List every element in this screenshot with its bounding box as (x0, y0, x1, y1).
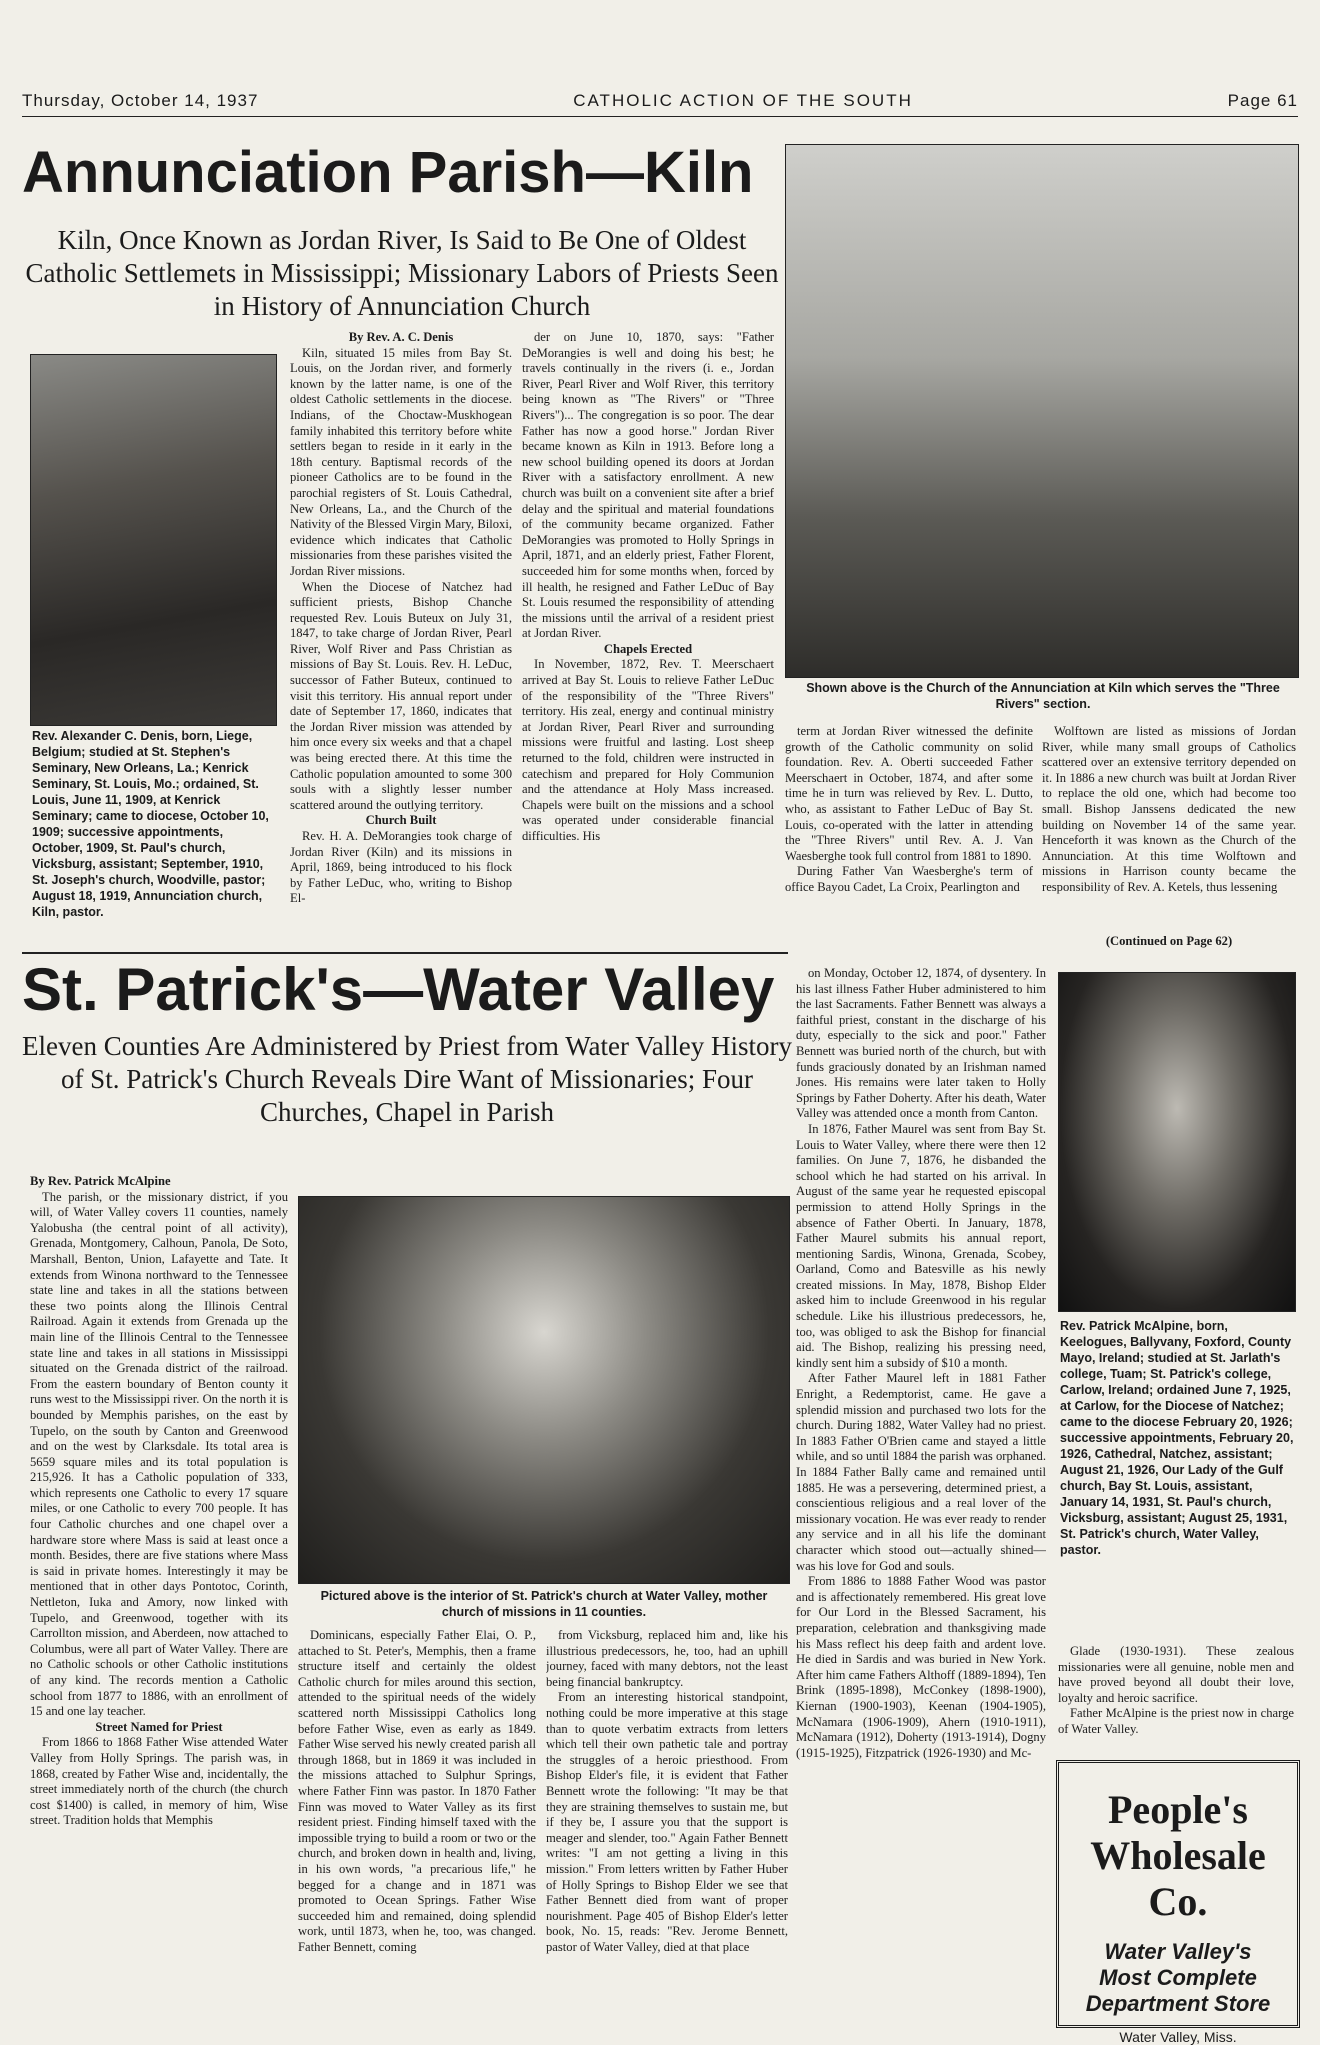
ad-tagline-2: Most Complete (1099, 1965, 1257, 1990)
page-number: Page 61 (1227, 91, 1298, 110)
article2-col1-para-2: From 1866 to 1868 Father Wise attended Water Valley from Holly Springs. The parish was, in 1868, created by Father Wise and, incidentally, the street immediately north of the church (the church cost $1400) is called, in memory of him, Wise street. Tradition holds that Memphis (30, 1735, 288, 1828)
ad-name-line-2: Wholesale Co. (1090, 1833, 1266, 1924)
article1-col2-para-2: In November, 1872, Rev. T. Meerschaert arrived at Bay St. Louis to relieve Father LeDuc of the responsibility of the "Three Rivers" territory. His zeal, energy and continual ministry at Jordan River, Pearl River and surrounding missions were fruitful and lasting. Lost sheep returned to the fold, children were instructed in catechism and prepared for Holy Communion and the attendance at Holy Mass increased. Chapels were built on the missions and a school was operated under considerable financial difficulties. His (522, 657, 774, 843)
interior-photo-caption: Pictured above is the interior of St. Patrick's church at Water Valley, mother church of missions in 11 counties. (320, 1589, 768, 1619)
article1-byline: By Rev. A. C. Denis (348, 330, 454, 344)
article1-col1-para-2: When the Diocese of Natchez had sufficient priests, Bishop Chanche requested Rev. Louis Buteux on July 31, 1847, to take charge of Jordan River, Pearl River, Wolf River and Pass Christian as missions of Bay St. Louis. Rev. H. LeDuc, successor of Father Buteux, continued to visit this territory. His annual report under date of September 17, 1860, indicates that the Jordan River mission was attended by him once every six weeks and that a chapel was being erected there. At this time the Catholic population amounted to some 300 souls with a slightly lesser number scattered around the outlying territory. (290, 579, 512, 812)
article2-col4-para-1: on Monday, October 12, 1874, of dysentery. In his last illness Father Huber administered to him the last Sacraments. Father Bennett was always a faithful priest, constant in the discharge of his duty, especially to the sick and poor." Father Bennett was buried north of the church, but with funds graciously donated by an Irishman named Jones. His remains were later taken to Holly Springs by Father Doherty. After his death, Water Valley was attended once a month from Canton. (796, 966, 1046, 1121)
article2-column-5 (1058, 1644, 1294, 1752)
article2-col3-para-2: From an interesting historical standpoint, nothing could be more imperative at this stage than to quote verbatim extracts from letters which tell their own pathetic tale and portray the struggles of a heroic priesthood. From Bishop Elder's file, it is evident that Father Bennett wrote the following: "It may be that they are straining themselves to sustain me, but if they be, I assure you that the support is meager and slender, too." Again Father Bennett writes: "I am not getting a living in this mission." From letters written by Father Huber of Holly Springs to Bishop Elder we see that Father Bennett died from want of proper nourishment. Page 405 of Bishop Elder's letter book, No. 15, reads: "Rev. Jerome Bennett, pastor of Water Valley, died at that place (546, 1690, 788, 1954)
article2-col2-para-1: Dominicans, especially Father Elai, O. P., attached to St. Peter's, Memphis, then a frame structure itself and certainly the oldest Catholic church for miles around this section, attended to the spiritual needs of the widely scattered north Mississippi Catholics long before Father Wise, even as early as 1849. Father Wise served his newly created parish all through 1868, but in 1869 it was included in the missions attached to Sulphur Springs, where Father Finn was pastor. In 1870 Father Finn was moved to Water Valley as its first resident priest. Finding himself taxed with the impossible trying to build a room or two or the church, and broken down in health and, living, in his own words, "a precarious life," he begged for a change and in 1871 was promoted to Ocean Springs. Father Wise succeeded him and remained, doing splendid work, until 1873, when he, too, was changed. Father Bennett, coming (298, 1628, 536, 1954)
article2-column-3 (546, 1628, 788, 2024)
article1-subhead-church-built: Church Built (365, 813, 437, 828)
article1-col3-para-1: term at Jordan River witnessed the definite growth of the Catholic community on solid foundation. Rev. A. Oberti succeeded Father Meerschaert in October, 1874, and after some time he in turn was relieved by Rev. L. Dutto, who, as assistant to Father LeDuc of Bay St. Louis, co-operated with the latter in attending the "Three Rivers" until Rev. A. J. Van Waesberghe took full control from 1881 to 1890. (785, 724, 1033, 863)
article1-col4-para-1: Wolftown are listed as missions of Jordan River, while many small groups of Catholics scattered over an extensive territory depended on it. In 1886 a new church was built at Jordan River to replace the old one, which had become too small. Bishop Janssens dedicated the new building on November 14 of the same year. Henceforth it was known as the Church of the Annunciation. At this time Wolftown and missions in Harrison county became the responsibility of Rev. A. Ketels, thus lessening (1042, 724, 1296, 894)
article1-column-3 (785, 724, 1033, 950)
article2-col3-para-1: from Vicksburg, replaced him and, like his illustrious predecessors, he, too, had an uphill journey, faced with many debtors, not the least being financial bankruptcy. (546, 1628, 788, 1689)
denis-portrait-caption: Rev. Alexander C. Denis, born, Liege, Belgium; studied at St. Stephen's Seminary, New Orleans, La.; Kenrick Seminary, St. Louis, Mo.; ordained, St. Louis, June 11, 1909, at Kenrick Seminary; came to diocese, October 10, 1909; successive appointments, October, 1909, St. Paul's church, Vicksburg, assistant; September, 1910, St. Joseph's church, Woodville, pastor; August 18, 1919, Annunciation church, Kiln, pastor. (32, 729, 269, 919)
article1-headline: Annunciation Parish—Kiln (22, 140, 754, 205)
ad-tagline-1: Water Valley's (1104, 1939, 1252, 1964)
masthead (22, 88, 1298, 114)
masthead-rule (22, 116, 1298, 117)
article2-col1-para-1: The parish, or the missionary district, if you will, of Water Valley covers 11 counties, namely Yalobusha (the central point of all activity), Grenada, Montgomery, Calhoun, Panola, De Soto, Marshall, Benton, Union, Lafayette and Tate. It extends from Winona northward to the Tennessee state line and takes in all the stations between these two points along the Illinois Central Railroad. Again it extends from Grenada up the main line of the Illinois Central to the Tennessee state line and takes in all stations in Mississippi situated on the Grenada district of the railroad. From the eastern boundary of Benton county it runs west to the Mississippi river. On the north it is bounded by Memphis parishes, on the east by Tupelo, on the south by Canton and Greenwood and on the west by Clarksdale. Its total area is 5659 square miles and its total population is 215,926. It has a Catholic population of 333, which represents one Catholic to every 17 square miles, or one Catholic to every 700 people. It has four Catholic churches and one chapel over a hardware store where Mass is said at least once a month. Besides, there are five stations where Mass is said in private homes. Interestingly it may be mentioned that in other days Pontotoc, Corinth, Nettleton, Iuka and Amory, now linked with Tupelo, and Greenwood, together with its Carrollton mission, and Aberdeen, now attached to Columbus, were all part of Water Valley. There are no Catholic schools or other Catholic institutions of any kind. The records mention a Catholic school from 1877 to 1886, with an enrollment of 15 and one lay teacher. (30, 1189, 288, 1719)
article1-column-1 (290, 330, 512, 950)
ad-location: Water Valley, Miss. (1119, 2029, 1237, 2045)
church-photo-caption: Shown above is the Church of the Annunciation at Kiln which serves the "Three Rivers" section. (806, 681, 1280, 711)
article2-subhead-street-named: Street Named for Priest (95, 1719, 223, 1734)
article2-column-4 (796, 966, 1046, 2024)
section-divider (22, 952, 788, 954)
peoples-wholesale-advertisement (1056, 1760, 1300, 2045)
article1-col1-para-1: Kiln, situated 15 miles from Bay St. Louis, on the Jordan river, and formerly known by the latter name, is one of the oldest Catholic settlements in the diocese. Indians, of the Choctaw-Muskhogean family inhabited this territory before white settlers began to reside in it early in the 18th century. Baptismal records of the pioneer Catholics are to be found in the parochial registers of St. Louis Cathedral, New Orleans, La., and the Church of the Nativity of the Blessed Virgin Mary, Biloxi, evidence which indicates that Catholic missionaries from these parishes visited the Jordan River missions. (290, 345, 512, 578)
publication-title: CATHOLIC ACTION OF THE SOUTH (573, 91, 913, 110)
article2-byline: By Rev. Patrick McAlpine (30, 1174, 171, 1188)
article2-col4-para-3: After Father Maurel left in 1881 Father Enright, a Redemptorist, came. He gave a splendid mission and purchased two lots for the church. During 1882, Water Valley had no priest. In 1883 Father O'Brien came and stayed a little while, and so until 1884 the parish was orphaned. In 1884 Father Bally came and remained until 1885. He was a persevering, determined priest, a conscientious religious and a real lover of the missionary vocation. He was ever ready to render any service and in all his life the dominant character which stood out—actually shined—was his love for God and souls. (796, 1371, 1046, 1573)
mcalpine-portrait-photo (1058, 972, 1296, 1312)
article1-column-4 (1042, 724, 1296, 932)
denis-portrait-photo (30, 354, 277, 726)
article2-col5-para-1: Glade (1930-1931). These zealous missionaries were all genuine, noble men and have proved beyond all doubt their love, loyalty and heroic sacrifice. (1058, 1644, 1294, 1705)
article1-column-2 (522, 330, 774, 950)
annunciation-church-photo (785, 144, 1299, 678)
article2-column-1 (30, 1174, 288, 2024)
article1-continued-note: (Continued on Page 62) (1105, 934, 1233, 948)
st-patricks-interior-photo (298, 1196, 790, 1584)
ad-name-line-1: People's (1108, 1787, 1248, 1832)
article1-col2-para-1: der on June 10, 1870, says: "Father DeMorangies is well and doing his best; he travels continually in the rivers (i. e., Jordan River, Pearl River and Wolf River, this territory being known as "The Rivers" or "Three Rivers")... The congregation is so poor. The dear Father has now a good horse." Jordan River became known as Kiln in 1913. Before long a new school building opened its doors at Jordan River with a satisfactory enrollment. A new church was built on a convenient site after a brief delay and the spiritual and material foundations of the community became organized. Father DeMorangies was promoted to Holly Springs in April, 1871, and an elderly priest, Father Florent, succeeded him for some months when, forced by ill health, he resigned and Father LeDuc of Bay St. Louis resumed the responsibility of attending the missions until the arrival of a resident priest at Jordan River. (522, 330, 774, 641)
article2-headline: St. Patrick's—Water Valley (22, 956, 775, 1023)
article1-deck: Kiln, Once Known as Jordan River, Is Said to Be One of Oldest Catholic Settlemets in Mississippi; Missionary Labors of Priests Seen in History of Annunciation Church (25, 225, 779, 321)
article2-col4-para-4: From 1886 to 1888 Father Wood was pastor and is affectionately remembered. His great love for Our Lord in the Blessed Sacrament, his preparation, celebration and thanksgiving made his Mass reflect his deep faith and ardent love. He died in Sardis and was buried in New York. After him came Fathers Althoff (1889-1894), Ten Brink (1895-1898), McConkey (1898-1900), Kiernan (1900-1903), Keenan (1904-1905), McNamara (1906-1909), Ahern (1910-1911), McNamara (1912), Doherty (1913-1914), Dogny (1915-1925), Fitzpatrick (1926-1930) and Mc- (796, 1574, 1046, 1760)
article2-column-2 (298, 1628, 536, 2024)
article1-col1-para-3: Rev. H. A. DeMorangies took charge of Jordan River (Kiln) and its missions in April, 1869, being introduced to his flock by Father LeDuc, who, writing to Bishop El- (290, 829, 512, 906)
article2-deck: Eleven Counties Are Administered by Priest from Water Valley History of St. Patrick's Church Reveals Dire Want of Missionaries; Four Churches, Chapel in Parish (22, 1031, 792, 1127)
article1-col3-para-2: During Father Van Waesberghe's term of office Bayou Cadet, La Croix, Pearlington and (785, 864, 1033, 894)
article1-subhead-chapels-erected: Chapels Erected (603, 641, 693, 656)
ad-tagline-3: Department Store (1085, 1991, 1271, 2016)
article2-col5-para-2: Father McAlpine is the priest now in charge of Water Valley. (1058, 1706, 1294, 1736)
article2-col4-para-2: In 1876, Father Maurel was sent from Bay St. Louis to Water Valley, where there were then 12 families. On June 7, 1876, he disbanded the school which he had started on his arrival. In August of the same year he requested episcopal permission to attend Holly Springs in the absence of Father Oberti. In January, 1878, Father Maurel submits his annual report, mentioning Sardis, Winona, Grenada, Scobey, Oarland, Como and Batesville as his newly created missions. In May, 1878, Bishop Elder asked him to include Greenwood in his regular schedule. Like his illustrious predecessors, he, too, was obliged to ask the Bishop for financial aid. The Bishop, realizing his pressing need, kindly sent him a subsidy of $10 a month. (796, 1121, 1046, 1370)
mcalpine-portrait-caption: Rev. Patrick McAlpine, born, Keelogues, Ballyvany, Foxford, County Mayo, Ireland; studied at St. Jarlath's college, Tuam; St. Patrick's college, Carlow, Ireland; ordained June 7, 1925, at Carlow, for the Diocese of Natchez; came to the diocese February 20, 1926; successive appointments, February 20, 1926, Cathedral, Natchez, assistant; August 21, 1926, Our Lady of the Gulf church, Bay St. Louis, assistant, January 14, 1931, St. Paul's church, Vicksburg, assistant; August 25, 1931, St. Patrick's church, Water Valley, pastor. (1060, 1319, 1294, 1557)
issue-date: Thursday, October 14, 1937 (22, 91, 259, 110)
